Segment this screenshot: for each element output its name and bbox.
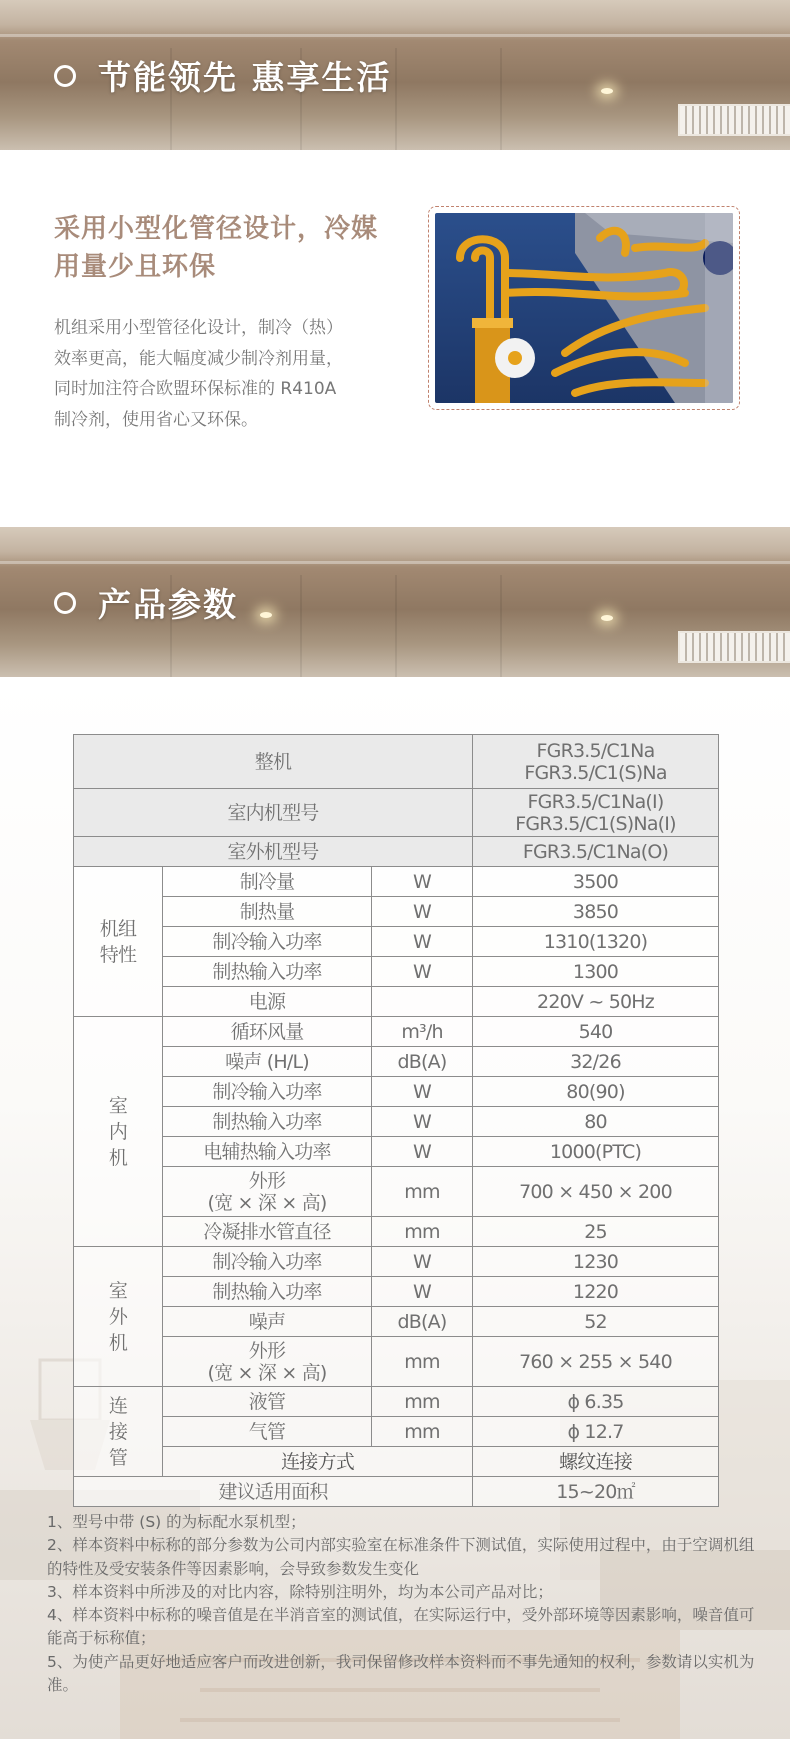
copper-pipe-image <box>435 213 733 403</box>
table-row <box>74 987 719 1017</box>
circle-bullet-icon <box>54 592 76 614</box>
spec-unit: m³/h <box>372 1017 473 1047</box>
section-body-text: 机组采用小型管径化设计，制冷（热）效率更高，能大幅度减少制冷剂用量，同时加注符合欧盟环保标准的 R410A 制冷剂，使用省心又环保。 <box>54 318 343 430</box>
table-row <box>74 1017 719 1047</box>
spec-label: 建议适用面积 <box>74 1477 473 1507</box>
spec-name: 连接方式 <box>163 1447 473 1477</box>
spec-name: 制冷输入功率 <box>163 1077 372 1107</box>
spec-value: 1300 <box>473 957 719 987</box>
spec-name: 电源 <box>163 987 372 1017</box>
spec-label: 室内机型号 <box>74 789 473 837</box>
spec-name: 制冷输入功率 <box>163 1247 372 1277</box>
spec-value: 760 × 255 × 540 <box>473 1337 719 1387</box>
footnote: 3、样本资料中所涉及的对比内容，除特别注明外，均为本公司产品对比； <box>47 1582 553 1601</box>
spec-value: 15~20㎡ <box>473 1477 719 1507</box>
table-row <box>74 1337 719 1387</box>
spec-value: FGR3.5/C1Na(O) <box>473 837 719 867</box>
spec-value: 80(90) <box>473 1077 719 1107</box>
table-row <box>74 1307 719 1337</box>
spec-unit: W <box>372 1137 473 1167</box>
spec-value: 1230 <box>473 1247 719 1277</box>
spec-value-line: FGR3.5/C1Na(I) <box>527 790 664 813</box>
spec-value: 540 <box>473 1017 719 1047</box>
spec-unit <box>372 987 473 1017</box>
group-label-indoor: 室 内 机 <box>74 1017 163 1247</box>
footnote: 5、为使产品更好地适应客户而改进创新，我司保留修改样本资料而不事先通知的权利，参数请以实机为准。 <box>47 1652 755 1695</box>
spec-value: 3850 <box>473 897 719 927</box>
ceiling-lamp-icon <box>601 615 613 621</box>
table-row <box>74 1217 719 1247</box>
spec-value-line: FGR3.5/C1(S)Na(I) <box>515 812 676 835</box>
spec-unit: dB(A) <box>372 1307 473 1337</box>
table-row <box>74 1137 719 1167</box>
spec-unit: W <box>372 897 473 927</box>
banner-energy-saving <box>0 0 790 150</box>
spec-unit: W <box>372 957 473 987</box>
table-row <box>74 897 719 927</box>
table-row <box>74 837 719 867</box>
footnotes <box>47 1511 757 1697</box>
table-row <box>74 1247 719 1277</box>
footnote: 2、样本资料中标称的部分参数为公司内部实验室在标准条件下测试值，实际使用过程中，由于空调机组的特性及受安装条件等因素影响，会导致参数发生变化 <box>47 1536 755 1578</box>
air-vent-image <box>678 104 790 136</box>
spec-value-line: FGR3.5/C1Na <box>536 739 655 762</box>
spec-name: 外形 (宽 × 深 × 高) <box>163 1167 372 1217</box>
spec-value: 螺纹连接 <box>473 1447 719 1477</box>
banner-title: 节能领先 惠享生活 <box>98 58 392 97</box>
table-row <box>74 1277 719 1307</box>
spec-unit: mm <box>372 1217 473 1247</box>
spec-unit: W <box>372 1107 473 1137</box>
table-row <box>74 927 719 957</box>
spec-name: 电辅热输入功率 <box>163 1137 372 1167</box>
spec-unit: mm <box>372 1167 473 1217</box>
table-row <box>74 1387 719 1417</box>
footnote: 4、样本资料中标称的噪音值是在半消音室的测试值，在实际运行中，受外部环境等因素影响，噪音值可能高于标称值； <box>47 1606 755 1648</box>
spec-value: 32/26 <box>473 1047 719 1077</box>
spec-unit: dB(A) <box>372 1047 473 1077</box>
spec-value: 1220 <box>473 1277 719 1307</box>
spec-value: 700 × 450 × 200 <box>473 1167 719 1217</box>
spec-value <box>473 735 719 789</box>
spec-unit: W <box>372 1277 473 1307</box>
spec-name: 液管 <box>163 1387 372 1417</box>
footnote: 1、型号中带 (S) 的为标配水泵机型； <box>47 1513 306 1531</box>
pipe-image-frame <box>428 206 740 410</box>
table-row <box>74 1477 719 1507</box>
spec-unit: W <box>372 867 473 897</box>
spec-name: 制热输入功率 <box>163 1277 372 1307</box>
banner-title: 产品参数 <box>98 585 238 624</box>
table-row <box>74 735 719 789</box>
spec-name: 噪声 (H/L) <box>163 1047 372 1077</box>
spec-name: 循环风量 <box>163 1017 372 1047</box>
spec-name: 噪声 <box>163 1307 372 1337</box>
table-row <box>74 1077 719 1107</box>
spec-value: 1310(1320) <box>473 927 719 957</box>
table-row <box>74 1167 719 1217</box>
spec-unit: mm <box>372 1337 473 1387</box>
spec-unit: mm <box>372 1417 473 1447</box>
group-label-unit: 机组 特性 <box>74 867 163 1017</box>
table-row <box>74 789 719 837</box>
table-row <box>74 957 719 987</box>
group-label-outdoor: 室 外 机 <box>74 1247 163 1387</box>
spec-name: 制热量 <box>163 897 372 927</box>
spec-table <box>73 734 719 1507</box>
spec-name: 制热输入功率 <box>163 1107 372 1137</box>
banner-product-specs <box>0 527 790 677</box>
table-row <box>74 1447 719 1477</box>
table-row <box>74 867 719 897</box>
spec-value <box>473 789 719 837</box>
ceiling-lamp-icon <box>260 612 272 618</box>
ceiling-lamp-icon <box>601 88 613 94</box>
spec-unit: W <box>372 1077 473 1107</box>
spec-label: 整机 <box>74 735 473 789</box>
spec-value: 220V ~ 50Hz <box>473 987 719 1017</box>
spec-value: ϕ 12.7 <box>473 1417 719 1447</box>
air-vent-image <box>678 631 790 663</box>
table-row <box>74 1047 719 1077</box>
spec-unit: W <box>372 927 473 957</box>
circle-bullet-icon <box>54 65 76 87</box>
section-heading: 采用小型化管径设计，冷媒用量少且环保 <box>54 214 379 282</box>
spec-value: 80 <box>473 1107 719 1137</box>
group-label-pipe: 连 接 管 <box>74 1387 163 1477</box>
spec-name: 制冷量 <box>163 867 372 897</box>
spec-value: 1000(PTC) <box>473 1137 719 1167</box>
spec-label: 室外机型号 <box>74 837 473 867</box>
spec-name: 冷凝排水管直径 <box>163 1217 372 1247</box>
spec-unit: W <box>372 1247 473 1277</box>
spec-name: 气管 <box>163 1417 372 1447</box>
table-row <box>74 1107 719 1137</box>
spec-name: 外形 (宽 × 深 × 高) <box>163 1337 372 1387</box>
spec-unit: mm <box>372 1387 473 1417</box>
spec-name: 制热输入功率 <box>163 957 372 987</box>
spec-value: 3500 <box>473 867 719 897</box>
spec-name: 制冷输入功率 <box>163 927 372 957</box>
spec-value: 25 <box>473 1217 719 1247</box>
spec-value: 52 <box>473 1307 719 1337</box>
spec-value-line: FGR3.5/C1(S)Na <box>524 761 667 784</box>
table-row <box>74 1417 719 1447</box>
spec-value: ϕ 6.35 <box>473 1387 719 1417</box>
